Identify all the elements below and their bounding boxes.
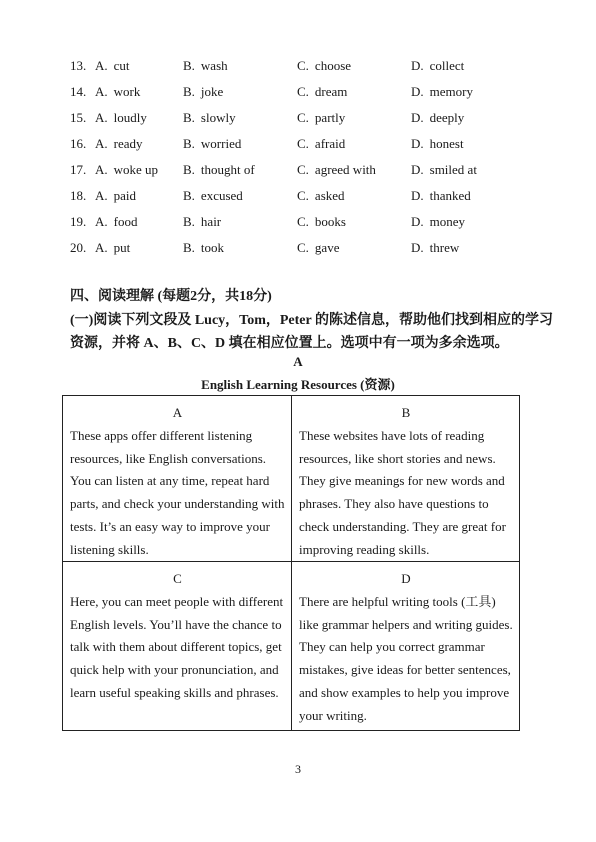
option-text: excused <box>200 188 243 203</box>
option-letter: B. <box>183 136 195 151</box>
option-letter: D. <box>411 240 424 255</box>
option-a <box>95 55 130 77</box>
option-text: put <box>113 240 131 255</box>
option-text: deeply <box>429 110 465 125</box>
question-number: 17. <box>70 162 87 177</box>
option-text: loudly <box>113 110 147 125</box>
option-text: ready <box>113 136 143 151</box>
option-c <box>297 133 345 155</box>
question-row <box>0 237 596 259</box>
option-text: threw <box>429 240 460 255</box>
question-row <box>0 159 596 181</box>
option-a <box>95 107 147 129</box>
option-text: partly <box>314 110 346 125</box>
option-letter: D. <box>411 188 424 203</box>
question-row <box>0 211 596 233</box>
resource-text: These apps offer different listening resources, like English conversations. You can listen at any time, repeat hard parts, and check your understanding with tests. It’s an easy way to improve your listening skills. <box>70 427 285 557</box>
option-letter: B. <box>183 214 195 229</box>
resource-heading: D <box>401 571 411 586</box>
option-text: paid <box>113 188 137 203</box>
option-text: food <box>113 214 138 229</box>
option-c <box>297 159 376 181</box>
option-a <box>95 81 140 103</box>
option-a <box>95 237 130 259</box>
option-a <box>95 211 137 233</box>
page-number: 3 <box>295 762 301 776</box>
option-letter: C. <box>297 162 309 177</box>
resource-text: There are helpful writing tools (工具) like grammar helpers and writing guides. They can help you correct grammar mistakes, give ideas for better sentences, and show examples to help you improve your writing. <box>299 593 513 723</box>
option-c <box>297 107 345 129</box>
option-b <box>183 55 228 77</box>
option-text: memory <box>429 84 473 99</box>
option-letter: B. <box>183 84 195 99</box>
option-letter: C. <box>297 214 309 229</box>
option-letter: B. <box>183 162 195 177</box>
option-letter: B. <box>183 110 195 125</box>
option-b <box>183 159 255 181</box>
option-letter: A. <box>95 214 108 229</box>
option-c <box>297 211 346 233</box>
option-letter: A. <box>95 136 108 151</box>
option-letter: A. <box>95 162 108 177</box>
option-text: thought of <box>200 162 255 177</box>
question-number: 19. <box>70 214 87 229</box>
option-d <box>411 81 473 103</box>
option-letter: A. <box>95 84 108 99</box>
section-instruction: (一)阅读下列文段及 Lucy，Tom，Peter 的陈述信息，帮助他们找到相应的学习资源，并将 A、B、C、D 填在相应位置上。选项中有一项为多余选项。 <box>70 313 553 351</box>
resource-heading: A <box>172 405 183 420</box>
option-letter: D. <box>411 58 424 73</box>
option-d <box>411 55 464 77</box>
option-letter: C. <box>297 110 309 125</box>
option-text: smiled at <box>429 162 477 177</box>
option-d <box>411 237 459 259</box>
question-row <box>0 81 596 103</box>
option-b <box>183 237 224 259</box>
option-b <box>183 211 221 233</box>
option-b <box>183 133 241 155</box>
option-text: thanked <box>429 188 471 203</box>
option-c <box>297 237 339 259</box>
option-c <box>297 55 351 77</box>
option-letter: C. <box>297 84 309 99</box>
resource-cell-c <box>63 562 292 730</box>
question-row <box>0 185 596 207</box>
option-d <box>411 159 477 181</box>
question-row <box>0 55 596 77</box>
option-letter: A. <box>95 58 108 73</box>
option-a <box>95 185 136 207</box>
option-text: wash <box>200 58 228 73</box>
option-letter: A. <box>95 188 108 203</box>
option-d <box>411 211 465 233</box>
resource-text: Here, you can meet people with different English levels. You’ll have the chance to talk with them about different topics, get quick help with your pronunciation, and learn useful speaking skills and phrases. <box>70 593 284 700</box>
option-text: asked <box>314 188 345 203</box>
option-text: afraid <box>314 136 346 151</box>
option-text: honest <box>429 136 464 151</box>
option-d <box>411 185 471 207</box>
option-text: joke <box>200 84 224 99</box>
option-a <box>95 159 158 181</box>
option-text: money <box>429 214 466 229</box>
resource-heading: B <box>401 405 411 420</box>
option-b <box>183 81 223 103</box>
option-b <box>183 185 243 207</box>
option-letter: B. <box>183 240 195 255</box>
option-c <box>297 185 345 207</box>
option-text: hair <box>200 214 222 229</box>
question-row <box>0 107 596 129</box>
option-text: agreed with <box>314 162 376 177</box>
resource-cell-b <box>292 396 519 562</box>
option-letter: C. <box>297 58 309 73</box>
resource-text: These websites have lots of reading resources, like short stories and news. They give meanings for new words and phrases. They also have questions to check understanding. They are great for improving reading skills. <box>299 427 506 557</box>
option-text: slowly <box>200 110 236 125</box>
question-number: 13. <box>70 58 87 73</box>
option-letter: D. <box>411 214 424 229</box>
option-text: collect <box>429 58 465 73</box>
passage-label: A <box>293 354 303 369</box>
option-text: dream <box>314 84 348 99</box>
option-letter: D. <box>411 162 424 177</box>
option-text: gave <box>314 240 340 255</box>
option-b <box>183 107 236 129</box>
option-text: choose <box>314 58 352 73</box>
question-number: 14. <box>70 84 87 99</box>
resource-cell-a <box>63 396 292 562</box>
resource-heading: C <box>173 571 182 586</box>
question-number: 16. <box>70 136 87 151</box>
option-text: worried <box>200 136 242 151</box>
question-row <box>0 133 596 155</box>
option-d <box>411 107 464 129</box>
option-text: cut <box>113 58 130 73</box>
option-letter: A. <box>95 240 108 255</box>
option-d <box>411 133 464 155</box>
option-text: work <box>113 84 141 99</box>
resource-cell-d <box>292 562 519 730</box>
option-a <box>95 133 143 155</box>
option-letter: D. <box>411 84 424 99</box>
option-letter: B. <box>183 188 195 203</box>
question-number: 20. <box>70 240 87 255</box>
option-letter: D. <box>411 136 424 151</box>
option-text: took <box>200 240 225 255</box>
option-letter: C. <box>297 240 309 255</box>
question-number: 18. <box>70 188 87 203</box>
option-letter: D. <box>411 110 424 125</box>
option-letter: C. <box>297 188 309 203</box>
table-title: English Learning Resources (资源) <box>201 377 395 392</box>
section-title: 四、阅读理解 (每题2分，共18分) <box>70 289 272 304</box>
option-letter: A. <box>95 110 108 125</box>
option-letter: B. <box>183 58 195 73</box>
option-text: books <box>314 214 346 229</box>
resources-table <box>62 395 520 731</box>
option-c <box>297 81 347 103</box>
question-number: 15. <box>70 110 87 125</box>
option-letter: C. <box>297 136 309 151</box>
option-text: woke up <box>113 162 159 177</box>
